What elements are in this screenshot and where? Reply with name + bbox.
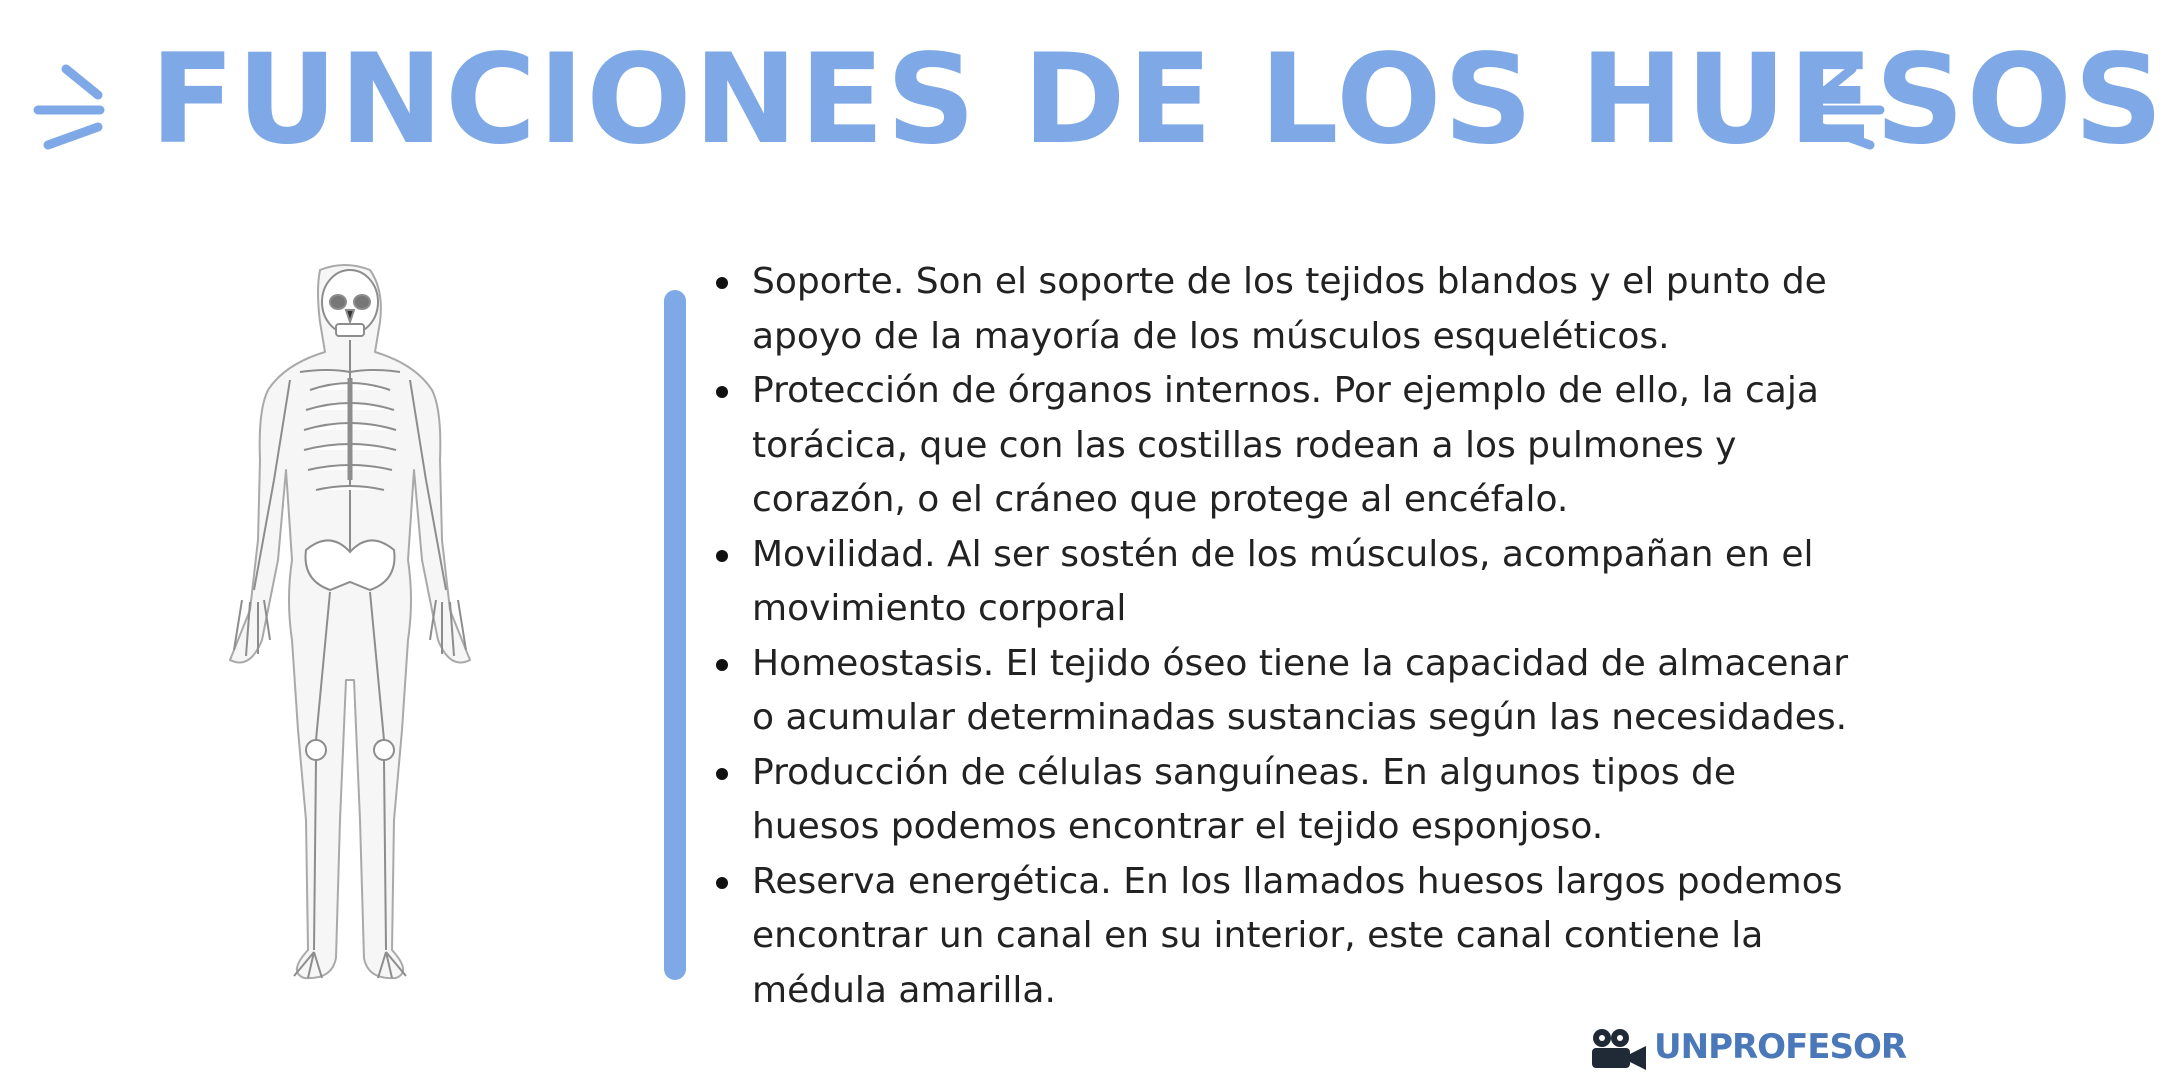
brand-logo[interactable] — [1590, 1022, 1907, 1072]
burst-lines-icon — [28, 55, 118, 165]
list-item-text: Soporte. Son el soporte de los tejidos blandos y el punto de apoyo de la mayoría de los músculos esqueléticos. — [752, 261, 1827, 357]
list-item — [714, 255, 1864, 364]
burst-lines-icon — [1800, 55, 1890, 165]
vertical-divider — [664, 290, 686, 980]
skeleton-illustration — [170, 260, 520, 1020]
bullet-icon — [716, 659, 728, 671]
list-item — [714, 528, 1864, 637]
page-title: FUNCIONES DE LOS HUESOS — [150, 28, 2165, 172]
list-item-text: Movilidad. Al ser sostén de los músculos, acompañan en el movimiento corporal — [752, 533, 1814, 629]
list-item-text: Protección de órganos internos. Por ejemplo de ello, la caja torácica, que con las costillas rodean a los pulmones y corazón, o el cráneo que protege al encéfalo. — [752, 370, 1819, 520]
list-item — [714, 364, 1864, 528]
list-item — [714, 746, 1864, 855]
title-bar — [0, 28, 2165, 172]
functions-list — [714, 255, 1864, 1018]
bullet-icon — [716, 550, 728, 562]
bullet-icon — [716, 768, 728, 780]
list-item-text: Homeostasis. El tejido óseo tiene la capacidad de almacenar o acumular determinadas sustancias según las necesidades. — [752, 642, 1849, 738]
bullet-icon — [716, 877, 728, 889]
list-item-text: Producción de células sanguíneas. En algunos tipos de huesos podemos encontrar el tejido esponjoso. — [752, 751, 1737, 847]
list-item — [714, 637, 1864, 746]
list-item — [714, 855, 1864, 1019]
film-camera-icon — [1590, 1028, 1648, 1070]
bullet-icon — [716, 277, 728, 289]
list-item-text: Reserva energética. En los llamados huesos largos podemos encontrar un canal en su interior, este canal contiene la médula amarilla. — [752, 860, 1843, 1011]
brand-name: UNPROFESOR — [1654, 1027, 1907, 1067]
bullet-icon — [716, 386, 728, 398]
